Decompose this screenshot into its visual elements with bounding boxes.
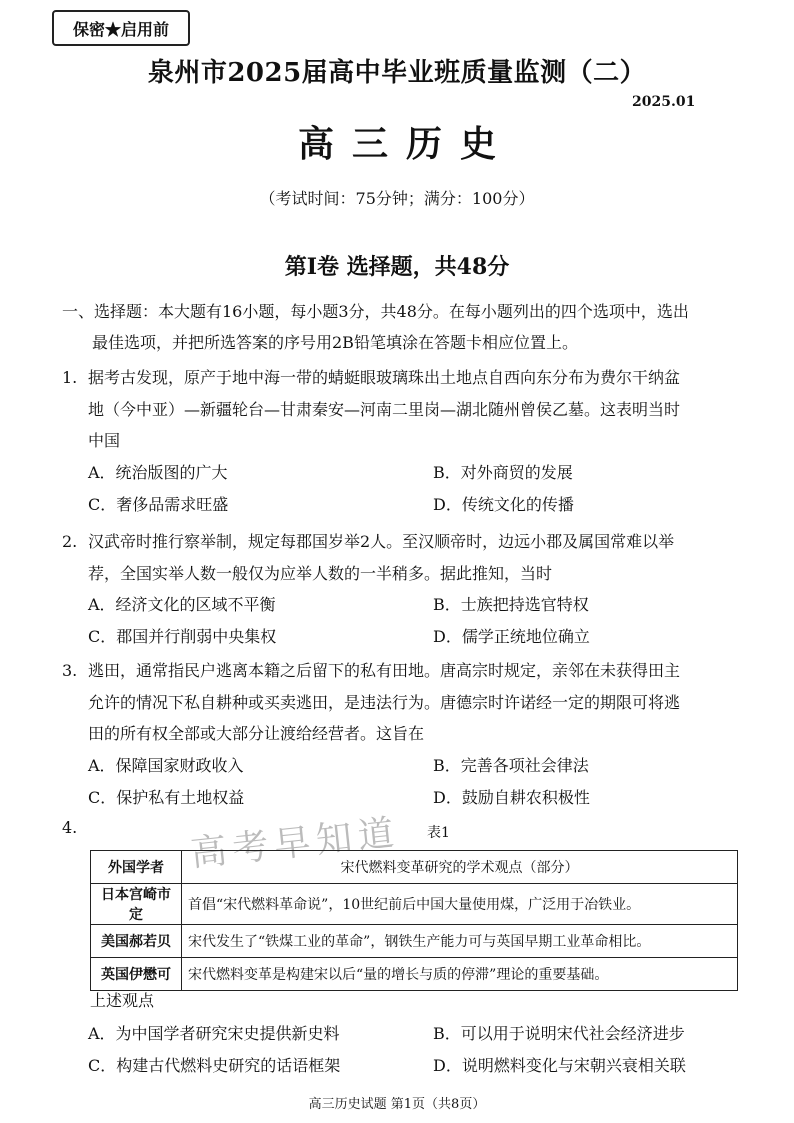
scholar-view: 首倡“宋代燃料革命说”，10世纪前后中国大量使用煤，广泛用于冶铁业。 <box>182 884 738 925</box>
question-text: 据考古发现，原产于地中海一带的蜻蜓眼玻璃珠出土地点自西向东分布为费尔干纳盆 <box>88 368 681 387</box>
scholar-table <box>90 850 738 991</box>
option-a[interactable]: A．保障国家财政收入 <box>88 755 244 775</box>
options-grid <box>88 457 752 521</box>
option-c[interactable]: C．保护私有土地权益 <box>88 787 245 807</box>
question-text: 逃田，通常指民户逃离本籍之后留下的私有田地。唐高宗时规定，亲邻在未获得田主 <box>88 661 681 680</box>
table-row <box>91 884 738 925</box>
option-d[interactable]: D．鼓励自耕农积极性 <box>433 787 590 807</box>
question-3 <box>62 655 752 814</box>
exam-date: 2025.01 <box>632 94 696 110</box>
option-d[interactable]: D．传统文化的传播 <box>433 494 574 514</box>
question-text: 上述观点 <box>90 991 155 1010</box>
scholar-name: 日本宫崎市定 <box>91 884 182 925</box>
scholar-name: 英国伊懋可 <box>91 958 182 991</box>
option-c[interactable]: C．奢侈品需求旺盛 <box>88 494 229 514</box>
question-number: 2. <box>62 532 78 551</box>
question-number: 1. <box>62 368 78 387</box>
watermark: 高考早知道 <box>188 812 402 875</box>
question-text: 地（今中亚）—新疆轮台—甘肃秦安—河南二里岗—湖北随州曾侯乙墓。这表明当时 <box>88 399 681 419</box>
options-grid <box>88 750 752 814</box>
table-caption: 表1 <box>427 825 450 841</box>
table-header-row <box>91 851 738 884</box>
question-1 <box>62 362 752 521</box>
option-b[interactable]: B．对外商贸的发展 <box>433 462 573 482</box>
page-footer: 高三历史试题 第1页（共8页） <box>308 1097 486 1112</box>
question-text: 田的所有权全部或大部分让渡给经营者。这旨在 <box>88 724 425 743</box>
option-d[interactable]: D．儒学正统地位确立 <box>433 627 590 646</box>
exam-main-title: 泉州市2025届高中毕业班质量监测（二） <box>147 58 647 88</box>
instruction-line: 一、选择题：本大题有16小题，每小题3分，共48分。在每小题列出的四个选项中，选出 <box>62 302 689 321</box>
confidential-badge: 保密★启用前 <box>52 10 190 46</box>
option-d[interactable]: D．说明燃料变化与宋朝兴衰相关联 <box>433 1056 686 1075</box>
option-b[interactable]: B．完善各项社会律法 <box>433 755 589 775</box>
option-a[interactable]: A．为中国学者研究宋史提供新史料 <box>88 1024 340 1043</box>
question-2 <box>62 526 752 653</box>
section-title: 第Ⅰ卷 选择题，共48分 <box>284 254 510 280</box>
table-header-cell: 外国学者 <box>91 851 182 884</box>
question-text: 荐，全国实举人数一般仅为应举人数的一半稍多。据此推知，当时 <box>88 563 553 583</box>
question-text: 汉武帝时推行察举制，规定每郡国岁举2人。至汉顺帝时，边远小郡及属国常难以举 <box>88 532 675 551</box>
option-a[interactable]: A．统治版图的广大 <box>88 462 228 482</box>
scholar-view: 宋代发生了“铁煤工业的革命”，钢铁生产能力可与英国早期工业革命相比。 <box>182 925 738 958</box>
options-grid <box>88 589 752 653</box>
instruction-line: 最佳选项，并把所选答案的序号用2B铅笔填涂在答题卡相应位置上。 <box>92 333 578 352</box>
exam-info: （考试时间：75分钟；满分：100分） <box>259 189 535 208</box>
question-text: 允许的情况下私自耕种或买卖逃田，是违法行为。唐德宗时许诺经一定的期限可将逃 <box>88 692 681 712</box>
scholar-view: 宋代燃料变革是构建宋以后“量的增长与质的停滞”理论的重要基础。 <box>182 958 738 991</box>
option-a[interactable]: A．经济文化的区域不平衡 <box>88 595 276 614</box>
table-row <box>91 958 738 991</box>
option-b[interactable]: B．士族把持选官特权 <box>433 595 589 614</box>
question-number: 4. <box>62 818 78 837</box>
option-c[interactable]: C．构建古代燃料史研究的话语框架 <box>88 1056 341 1075</box>
subject-title: 高三历史 <box>297 123 514 165</box>
question-text: 中国 <box>88 431 121 450</box>
scholar-name: 美国郝若贝 <box>91 925 182 958</box>
table-row <box>91 925 738 958</box>
option-c[interactable]: C．郡国并行削弱中央集权 <box>88 627 277 646</box>
options-grid <box>88 1018 752 1082</box>
option-b[interactable]: B．可以用于说明宋代社会经济进步 <box>433 1024 685 1043</box>
section-instructions <box>62 296 752 358</box>
table-header-cell: 宋代燃料变革研究的学术观点（部分） <box>182 851 738 884</box>
question-number: 3. <box>62 661 78 680</box>
